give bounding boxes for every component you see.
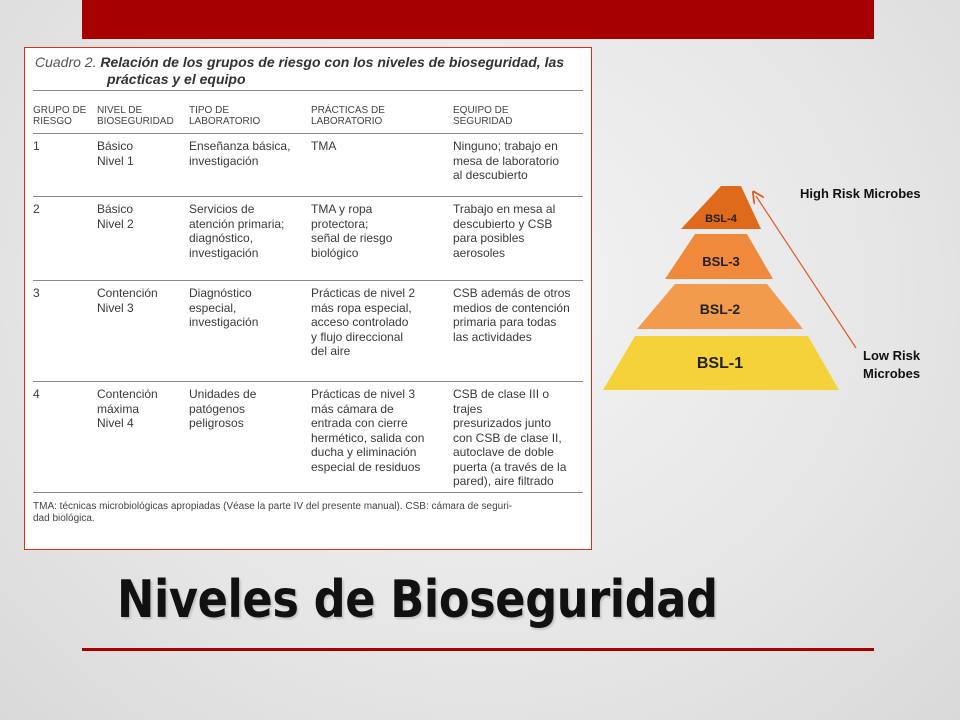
table-row [33,281,583,382]
high-risk-label: High Risk Microbes [800,186,921,201]
header-lab-type: TIPO DE LABORATORIO [189,91,311,134]
cell-lab-practices: TMA y ropa protectora; señal de riesgo biológico [311,197,453,281]
bsl-pyramid-svg [598,178,948,398]
title-underline [82,648,874,651]
pyramid-label-bsl2: BSL-2 [699,301,741,317]
header-risk-group: GRUPO DE RIESGO [33,91,97,134]
cell-safety-equipment: Trabajo en mesa al descubierto y CSB para posibles aerosoles [453,197,583,281]
header-safety-equipment: EQUIPO DE SEGURIDAD [453,91,583,134]
cell-safety-equipment: Ninguno; trabajo en mesa de laboratorio al descubierto [453,134,583,197]
bsl-pyramid-diagram [598,178,948,398]
low-risk-label-line1: Low Risk [863,348,921,363]
cell-lab-type: Enseñanza básica, investigación [189,134,311,197]
pyramid-label-bsl4: BSL-4 [705,213,737,225]
cell-safety-equipment: CSB de clase III o trajes presurizados junto con CSB de clase II, autoclave de doble puerta (a través de la pared), aire filtrado [453,382,583,493]
table-row [33,134,583,197]
cell-lab-practices: Prácticas de nivel 2 más ropa especial, acceso controlado y flujo direccional del aire [311,281,453,382]
cell-lab-type: Unidades de patógenos peligrosos [189,382,311,493]
pyramid-label-bsl1: BSL-1 [696,355,744,372]
biosafety-table [33,90,583,493]
caption-text-line2: prácticas y el equipo [107,71,246,87]
table-row [33,197,583,281]
table-header-row [33,91,583,134]
cell-biosafety-level: Contención Nivel 3 [97,281,189,382]
cell-risk-group: 1 [33,134,97,197]
pyramid-label-bsl3: BSL-3 [702,254,740,269]
header-biosafety-level: NIVEL DE BIOSEGURIDAD [97,91,189,134]
cell-risk-group: 4 [33,382,97,493]
cell-lab-practices: Prácticas de nivel 3 más cámara de entrada con cierre hermético, salida con ducha y eliminación especial de residuos [311,382,453,493]
caption-text-line1: Relación de los grupos de riesgo con los niveles de bioseguridad, las [100,54,565,70]
top-accent-bar [82,0,874,39]
cell-lab-type: Servicios de atención primaria; diagnóstico, investigación [189,197,311,281]
cell-biosafety-level: Básico Nivel 2 [97,197,189,281]
biosafety-table-image [24,47,592,550]
cell-biosafety-level: Contención máxima Nivel 4 [97,382,189,493]
cell-lab-type: Diagnóstico especial, investigación [189,281,311,382]
table-row [33,382,583,493]
table-footnote: TMA: técnicas microbiológicas apropiadas (Véase la parte IV del presente manual). CSB: cámara de seguri- dad biológica. [33,500,513,524]
low-risk-label-line2: Microbes [863,366,921,381]
caption-number: Cuadro 2. [35,54,97,70]
table-caption [35,54,583,88]
cell-lab-practices: TMA [311,134,453,197]
header-lab-practices: PRÁCTICAS DE LABORATORIO [311,91,453,134]
cell-safety-equipment: CSB además de otros medios de contención primaria para todas las actividades [453,281,583,382]
cell-risk-group: 3 [33,281,97,382]
cell-biosafety-level: Básico Nivel 1 [97,134,189,197]
slide-title: Niveles de Bioseguridad [117,570,718,630]
cell-risk-group: 2 [33,197,97,281]
